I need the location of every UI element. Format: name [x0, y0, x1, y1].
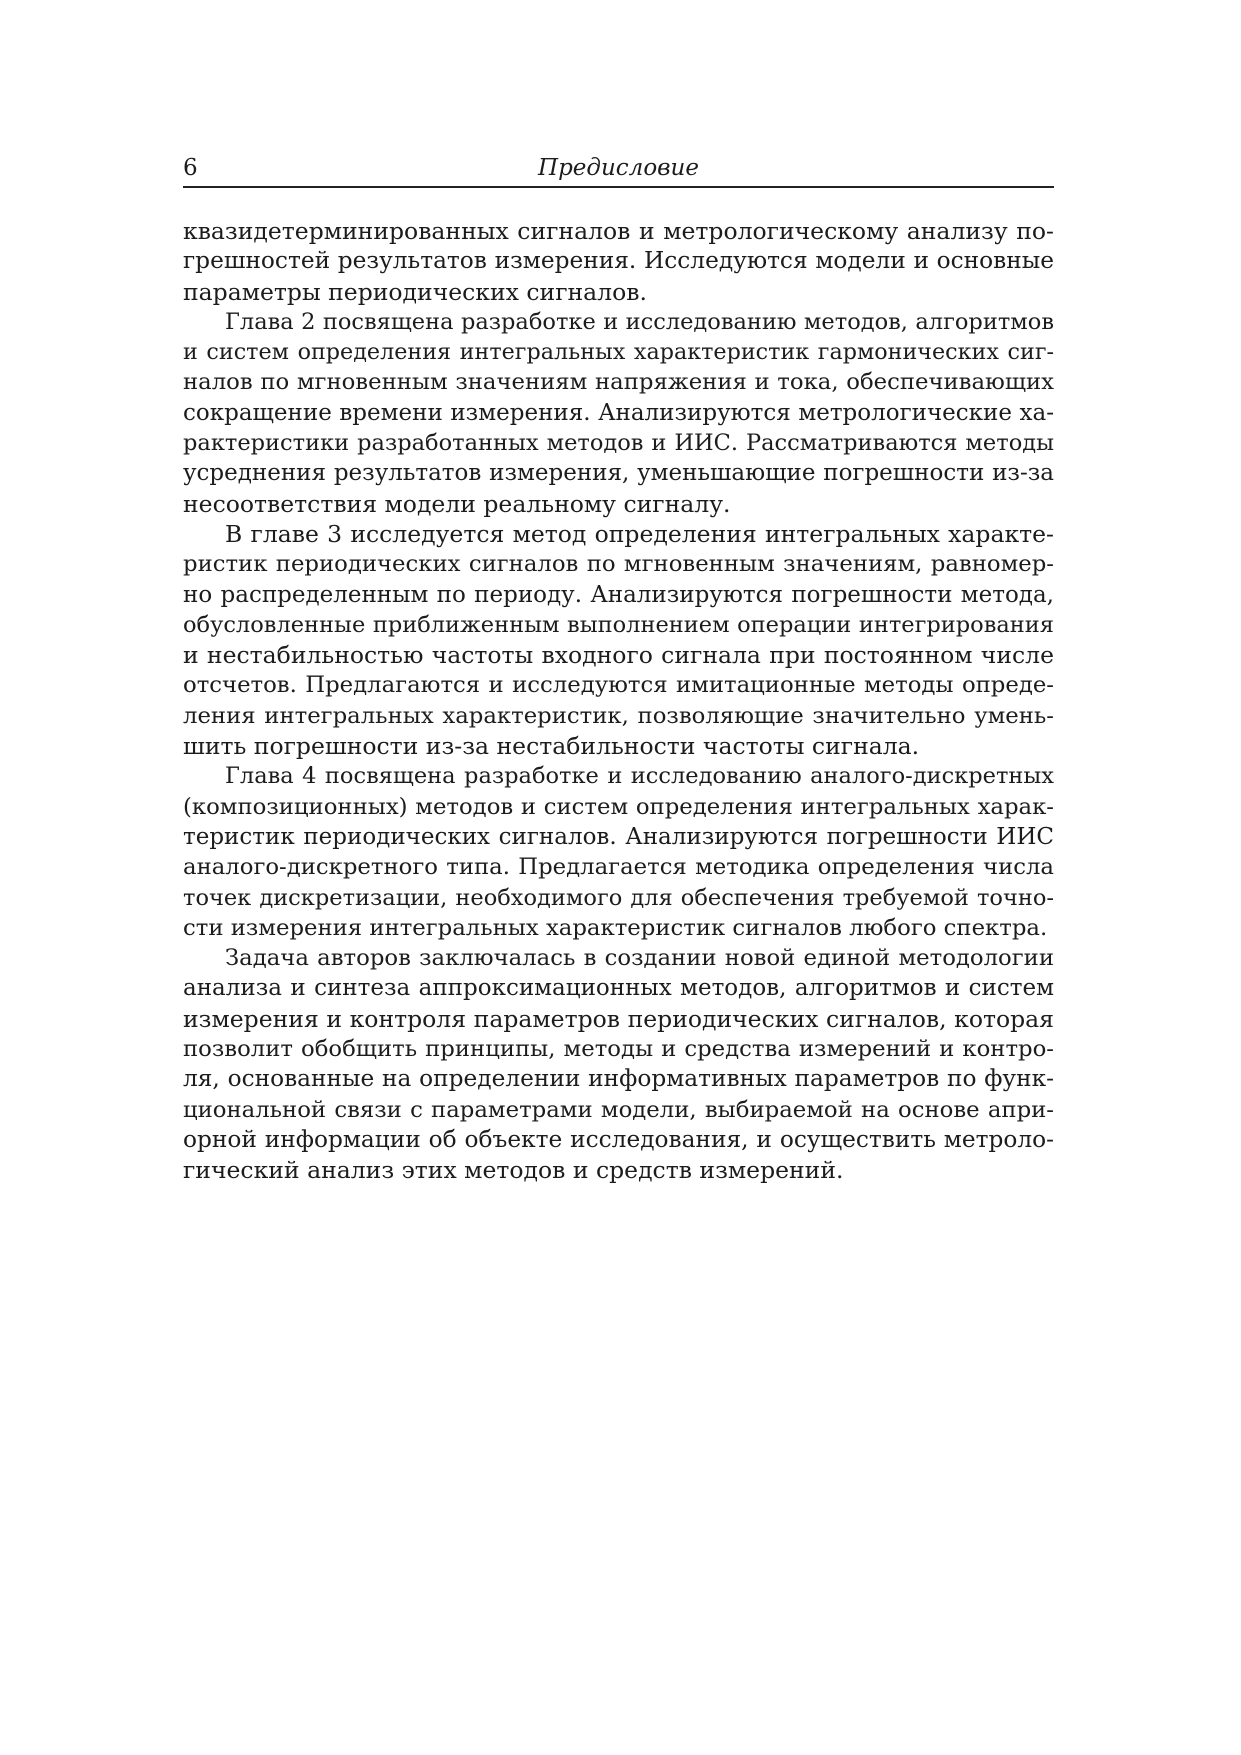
text-line: В главе 3 исследуется метод определения интегральных характе-: [225, 519, 1054, 548]
running-header: [183, 152, 1054, 188]
text-line: обусловленные приближенным выполнением операции интегрирования: [183, 611, 1054, 638]
text-line: ления интегральных характеристик, позволяющие значительно умень-: [183, 702, 1054, 729]
text-line: несоответствия модели реальному сигналу.: [183, 489, 731, 518]
text-line: циональной связи с параметрами модели, выбираемой на основе апри-: [183, 1096, 1054, 1123]
text-line: аналого-дискретного типа. Предлагается методика определения числа: [183, 854, 1054, 881]
paragraph-authors-goal: [183, 943, 1054, 1185]
text-line: Глава 4 посвящена разработке и исследованию аналого-дискретных: [225, 763, 1054, 790]
text-line: ристик периодических сигналов по мгновенным значениям, равномер-: [183, 551, 1054, 578]
text-line: теристик периодических сигналов. Анализируются погрешности ИИС: [183, 823, 1054, 850]
text-line: усреднения результатов измерения, уменьшающие погрешности из-за: [183, 460, 1054, 487]
text-line: но распределенным по периоду. Анализируются погрешности метода,: [183, 581, 1054, 608]
text-line: (композиционных) методов и систем определения интегральных харак-: [183, 793, 1054, 820]
text-line: налов по мгновенным значениям напряжения и тока, обеспечивающих: [183, 369, 1054, 396]
text-line: сти измерения интегральных характеристик сигналов любого спектра.: [183, 914, 1048, 941]
text-line: рактеристики разработанных методов и ИИС. Рассматриваются методы: [183, 430, 1054, 457]
text-line: и нестабильностью частоты входного сигнала при постоянном числе: [183, 641, 1054, 670]
text-line: параметры периодических сигналов.: [183, 277, 647, 306]
paragraph-continuation: [183, 216, 1054, 307]
text-line: позволит обобщить принципы, методы и средства измерений и контро-: [183, 1036, 1054, 1063]
text-line: Задача авторов заключалась в создании новой единой методологии: [225, 945, 1054, 972]
text-line: анализа и синтеза аппроксимационных методов, алгоритмов и систем: [183, 975, 1054, 1002]
text-line: шить погрешности из-за нестабильности частоты сигнала.: [183, 732, 920, 761]
paragraph-chapter-4: [183, 761, 1054, 943]
text-line: ля, основанные на определении информативных параметров по функ-: [183, 1065, 1054, 1093]
text-line: орной информации об объекте исследования, и осуществить метроло-: [183, 1125, 1054, 1153]
paragraph-chapter-3: [183, 519, 1054, 761]
text-line: точек дискретизации, необходимого для обеспечения требуемой точно-: [183, 884, 1054, 911]
running-title: Предисловие: [538, 155, 699, 181]
text-line: отсчетов. Предлагаются и исследуются имитационные методы опреде-: [183, 672, 1054, 699]
body-text: [183, 216, 1054, 1186]
text-line: Глава 2 посвящена разработке и исследованию методов, алгоритмов: [225, 308, 1054, 335]
text-line: и систем определения интегральных характеристик гармонических сиг-: [183, 339, 1054, 366]
text-line: квазидетерминированных сигналов и метрологическому анализу по-: [183, 217, 1054, 245]
text-line: сокращение времени измерения. Анализируются метрологические ха-: [183, 399, 1054, 426]
text-line: измерения и контроля параметров периодических сигналов, которая: [183, 1004, 1054, 1033]
page-number: 6: [183, 155, 198, 181]
paragraph-chapter-2: [183, 307, 1054, 519]
text-line: гический анализ этих методов и средств измерений.: [183, 1156, 844, 1185]
text-line: грешностей результатов измерения. Исследуются модели и основные: [183, 247, 1054, 275]
